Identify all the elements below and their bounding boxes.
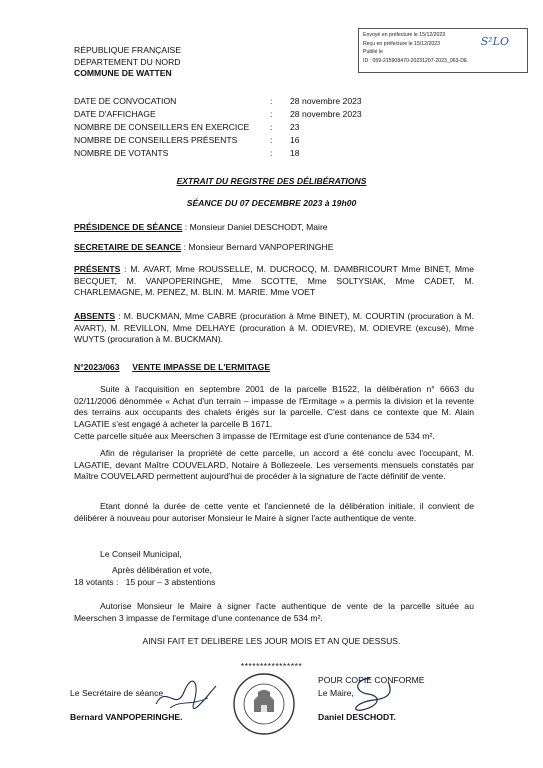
colon: : xyxy=(270,96,273,106)
convocation-label: DATE DE CONVOCATION xyxy=(74,96,177,106)
stars-separator: **************** xyxy=(240,661,303,671)
body-paragraph-3: Afin de régulariser la propriété de cette parcelle, un accord a été conclu avec l'occupant, M. LAGATIE, devant Maître COUVELARD, Notaire à Bollezeele. Les versements mensuels constatés par Maître COUVELARD permettent aujourd'hui de procéder à la signature de l'acte définitif de vente. xyxy=(74,448,474,481)
affichage-label: DATE D'AFFICHAGE xyxy=(74,109,156,119)
slo-logo: S²LO xyxy=(480,35,509,48)
convocation-table xyxy=(0,96,543,166)
presents-label: PRÉSENTS xyxy=(74,264,121,274)
seance-date: SÉANCE DU 07 DECEMBRE 2023 à 19h00 xyxy=(186,198,357,208)
convocation-value: 28 novembre 2023 xyxy=(290,96,362,106)
header-departement: DÉPARTEMENT DU NORD xyxy=(74,56,181,67)
secretary-title: Le Secrétaire de séance xyxy=(70,688,164,698)
votants-label: NOMBRE DE VOTANTS xyxy=(74,148,169,158)
absents-text: : M. BUCKMAN, Mme CABRE (procuration à Mme BINET), M. COURTIN (procuration à M. AVART), M. REVILLON, Mme DELHAYE (procuration à M. ODIEVRE), M. ODIEVRE (excusé), Mme WUYTS (procuration à M. BUCKMAN). xyxy=(74,311,474,344)
secretaire-line xyxy=(74,242,474,254)
presidence-text: : Monsieur Daniel DESCHODT, Maire xyxy=(182,222,328,232)
closing-statement: AINSI FAIT ET DELIBERE LES JOUR MOIS ET AN QUE DESSUS. xyxy=(142,636,401,646)
deliberation-heading xyxy=(74,362,270,374)
exercice-value: 23 xyxy=(290,122,300,132)
colon: : xyxy=(270,135,273,145)
header-commune: COMMUNE DE WATTEN xyxy=(74,68,172,78)
presents-count-label: NOMBRE DE CONSEILLERS PRÉSENTS xyxy=(74,135,238,145)
mayor-signature xyxy=(340,672,400,716)
absents-label: ABSENTS xyxy=(74,311,116,321)
votes-line: 18 votants : 15 pour – 3 abstentions xyxy=(74,577,216,587)
votants-value: 18 xyxy=(290,148,300,158)
secretaire-text: : Monsieur Bernard VANPOPERINGHE xyxy=(181,242,334,252)
deliberation-number: N°2023/063 xyxy=(74,362,120,372)
colon: : xyxy=(270,109,273,119)
stamp-published: Publié le xyxy=(363,49,383,56)
presidence-line xyxy=(74,222,474,234)
decision-paragraph: Autorise Monsieur le Maire à signer l'acte authentique de vente de la parcelle située au Meerschen 3 impasse de l'ermitage d'une contenance de 534 m². xyxy=(74,601,474,623)
register-title: EXTRAIT DU REGISTRE DES DÉLIBÉRATIONS xyxy=(176,176,367,186)
header-block xyxy=(74,45,181,80)
presents-count-value: 16 xyxy=(290,135,300,145)
deliberation-subject: VENTE IMPASSE DE L'ERMITAGE xyxy=(132,362,271,372)
absents-paragraph xyxy=(74,311,474,346)
body-paragraph-2: Cette parcelle située aux Meerschen 3 impasse de l'Ermitage est d'une contenance de 534 m². xyxy=(74,431,435,441)
secretaire-label: SECRETAIRE DE SEANCE xyxy=(74,242,182,252)
secretary-name: Bernard VANPOPERINGHE. xyxy=(70,712,183,722)
presidence-label: PRÉSIDENCE DE SÉANCE xyxy=(74,222,183,232)
body-paragraph-1: Suite à l'acquisition en septembre 2001 de la parcelle B1522, la délibération n° 6663 du 02/11/2006 dénommée « Achat d'un terrain – impasse de l'Ermitage » a permis la division et la revente des terrains aux occupants des chalets érigés sur la parcelle. C'est dans ce contexte que M. Alain LAGATIE s'est engagé à acheter la parcelle B 1671. xyxy=(74,384,474,429)
exercice-label: NOMBRE DE CONSEILLERS EN EXERCICE xyxy=(74,122,250,132)
colon: : xyxy=(270,122,273,132)
presents-text: : M. AVART, Mme ROUSSELLE, M. DUCROCQ, M. DAMBRICOURT Mme BINET, Mme BECQUET, M. VANPOPERINGHE, Mme SCOTTE, Mme SOLTYSIAK, Mme CADET, M. CHARLEMAGNE, M. PENEZ, M. BLIN. M. MARIE. Mme VOET xyxy=(74,264,474,297)
body-paragraph-4: Etant donné la durée de cette vente et l'ancienneté de la délibération initiale, il convient de délibérer à nouveau pour autoriser Monsieur le Maire à signer l'acte authentique de vente. xyxy=(74,501,474,523)
mayor-title: Le Maire, xyxy=(318,688,354,698)
prefecture-stamp xyxy=(358,28,528,73)
colon: : xyxy=(270,148,273,158)
copy-conforme: POUR COPIE CONFORME xyxy=(318,675,425,685)
header-republique: RÉPUBLIQUE FRANÇAISE xyxy=(74,45,181,55)
council-line: Le Conseil Municipal, xyxy=(100,549,182,559)
mayor-name: Daniel DESCHODT. xyxy=(318,712,396,722)
after-vote-line: Après délibération et vote, xyxy=(112,565,212,575)
stamp-sent-date: Envoyé en préfecture le 15/12/2023 xyxy=(363,32,446,38)
mairie-seal xyxy=(232,672,296,736)
presents-paragraph xyxy=(74,264,474,299)
secretary-signature xyxy=(150,676,220,716)
stamp-received-date: Reçu en préfecture le 15/12/2023 xyxy=(363,40,441,47)
stamp-id: ID : 059-215908470-20231207-2023_063-DE xyxy=(363,57,468,64)
affichage-value: 28 novembre 2023 xyxy=(290,109,362,119)
